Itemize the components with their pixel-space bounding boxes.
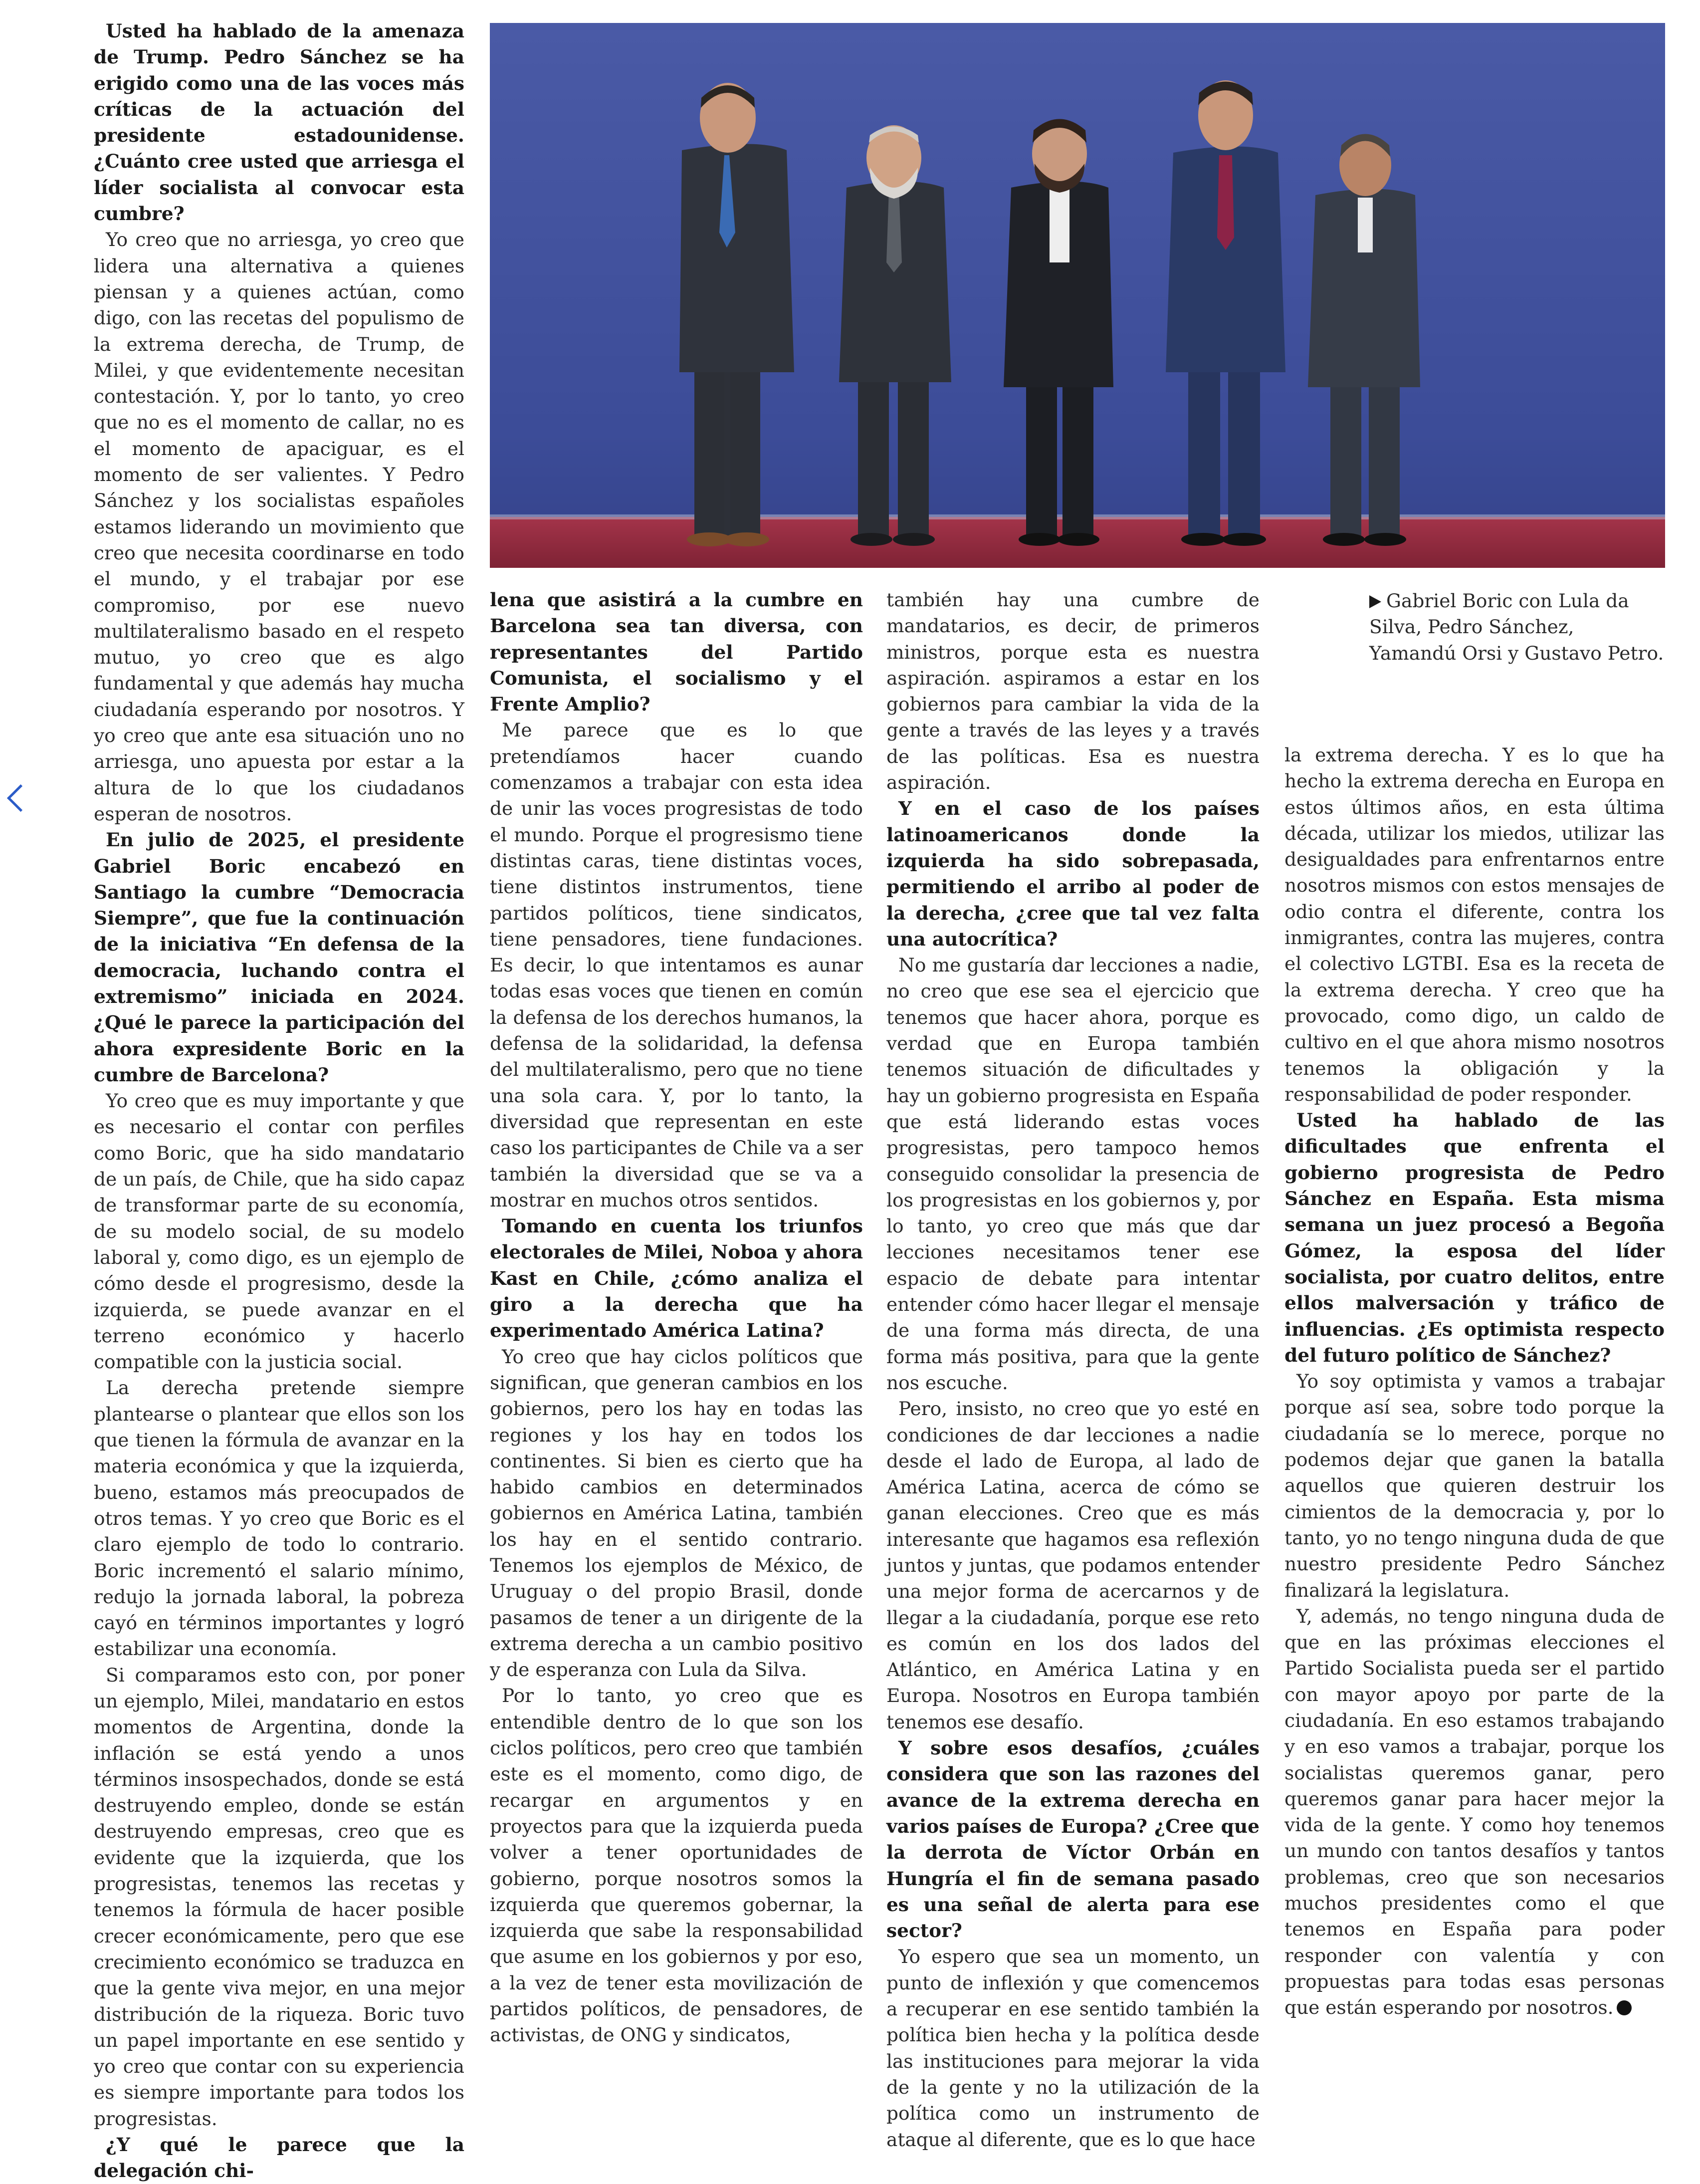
photo-illustration: [490, 23, 1665, 568]
article-column-3: [886, 587, 1260, 2151]
answer: No me gustaría dar lecciones a nadie, no creo que ese sea el ejercicio que tenemos que hacer ahora, porque es verdad que en Europa también tenemos situación de dificultades y hay un gobierno progresista en España que está liderando estas voces progresistas, pero tampoco hemos conseguido consolidar la presencia de los progresistas en los gobiernos y, por lo tanto, yo creo que más que dar lecciones necesitamos tener ese espacio de debate para intentar entender cómo hacer llegar el mensaje de una forma más directa, de una forma más positiva, para que la gente nos escuche.: [886, 954, 1260, 1394]
caption-text: Gabriel Boric con Lula da Silva, Pedro Sánchez, Yamandú Orsi y Gustavo Petro.: [1369, 590, 1664, 664]
caption-triangle-icon: [1369, 595, 1381, 608]
end-mark-icon: [1617, 2000, 1632, 2015]
answer-continued: la extrema derecha. Y es lo que ha hecho la extrema derecha en Europa en estos últimos años, en esta última década, utilizar los miedos, utilizar las desigualdades para enfrentarnos entre nosotros mismos con estos mensajes de odio contra el diferente, contra los inmigrantes, contra las mujeres, contra el colectivo LGTBI. Esa es la receta de la extrema derecha. Y creo que ha provocado, como digo, un caldo de cultivo en el que ahora mismo nosotros tenemos la obligación y la responsabilidad de poder responder.: [1284, 744, 1665, 1105]
question: ¿Y qué le parece que la delegación chi-: [94, 2134, 464, 2182]
answer: Pero, insisto, no creo que yo esté en condiciones de dar lecciones a nadie desde el lado de Europa, al lado de América Latina, acerca de cómo se ganan elecciones. Creo que es más interesante que hagamos esa reflexión juntos y juntas, que podamos entender una mejor forma de acercarnos y de llegar a la ciudadanía, porque ese reto es común en los dos lados del Atlántico, en América Latina y en Europa. Nosotros en Europa también tenemos ese desafío.: [886, 1398, 1260, 1733]
question: Usted ha hablado de las dificultades que enfrenta el gobierno progresista de Pedro Sánchez en España. Esta misma semana un juez procesó a Begoña Gómez, la esposa del líder socialista, por cuatro delitos, entre ellos malversación y tráfico de influencias. ¿Es optimista respecto del futuro político de Sánchez?: [1284, 1109, 1665, 1366]
back-arrow-icon[interactable]: [7, 784, 34, 812]
answer: Yo creo que es muy importante y que es necesario el contar con perfiles como Boric, que ha sido mandatario de un país, de Chile, que ha sido capaz de transformar parte de su economía, de su modelo social, de su modelo laboral y, como digo, es un ejemplo de cómo desde el progresismo, desde la izquierda, se puede avanzar en el terreno económico y hacerlo compatible con la justicia social.: [94, 1090, 464, 1373]
answer: Yo creo que hay ciclos políticos que significan, que generan cambios en los gobiernos, pero los hay en todas las regiones y los hay en todos los continentes. Si bien es cierto que ha habido cambios en determinados gobiernos en América Latina, también los hay en el sentido contrario. Tenemos los ejemplos de México, de Uruguay o del propio Brasil, donde pasamos de tener a un dirigente de la extrema derecha a un cambio positivo y de esperanza con Lula da Silva.: [490, 1345, 863, 1681]
photo: [490, 23, 1665, 568]
answer-final: [1284, 1603, 1665, 2021]
answer: Yo creo que no arriesga, yo creo que lidera una alternativa a quienes piensan y a quienes actúan, como digo, con las recetas del populismo de la extrema derecha, de Trump, de Milei, y que evidentemente necesitan contestación. Y, por lo tanto, yo creo que no es el momento de callar, no es el momento de apaciguar, es el momento de ser valientes. Y Pedro Sánchez y los socialistas españoles estamos liderando un movimiento que creo que necesita coordinarse en todo el mundo, y el trabajar por ese compromiso, por ese nuevo multilateralismo basado en el respeto mutuo, yo creo que es algo fundamental y que además hay mucha ciudadanía esperando por nosotros. Y yo creo que ante esa situación uno no arriesga, uno apuesta por estar a la altura de lo que los ciudadanos esperan de nosotros.: [94, 229, 464, 825]
article-column-2: [490, 587, 863, 2046]
answer-continued: también hay una cumbre de mandatarios, es decir, de primeros ministros, porque esta es nuestra aspiración. aspiramos a estar en los gobiernos para cambiar la vida de la gente a través de las leyes y a través de las políticas. Esa es nuestra aspiración.: [886, 589, 1260, 794]
question: Tomando en cuenta los triunfos electorales de Milei, Noboa y ahora Kast en Chile, ¿cómo analiza el giro a la derecha que ha experimentado América Latina?: [490, 1215, 863, 1342]
question: Y sobre esos desafíos, ¿cuáles considera que son las razones del avance de la extrema derecha en varios países de Europa? ¿Cree que la derrota de Víctor Orbán en Hungría el fin de semana pasado es una señal de alerta para ese sector?: [886, 1737, 1260, 1942]
answer-final-text: Y, además, no tengo ninguna duda de que en las próximas elecciones el Partido Socialista pueda ser el partido con mayor apoyo por parte de la ciudadanía. En eso estamos trabajando y en eso vamos a trabajar, porque los socialistas queremos ganar, pero queremos ganar para hacer mejor la vida de la gente. Y como hoy tenemos un mundo con tantos desafíos y tantos problemas, creo que son necesarios muchos presidentes como el que tenemos en España para poder responder con valentía y con propuestas para todas esas personas que están esperando por nosotros.: [1284, 1605, 1665, 2019]
article-column-4: [1284, 742, 1665, 2019]
question-continued: lena que asistirá a la cumbre en Barcelona sea tan diversa, con representantes del Partido Comunista, el socialismo y el Frente Amplio?: [490, 589, 863, 716]
answer: Por lo tanto, yo creo que es entendible dentro de lo que son los ciclos políticos, pero creo que también este es el momento, como digo, de recargar en argumentos y en proyectos para que la izquierda pueda volver a tener oportunidades de gobierno, porque nosotros somos la izquierda que queremos gobernar, la izquierda que sabe la responsabilidad que asume en los gobiernos y por eso, a la vez de tener esta movilización de partidos políticos, de pensadores, de activistas, de ONG y sindicatos,: [490, 1685, 863, 2046]
question: Usted ha hablado de la amenaza de Trump. Pedro Sánchez se ha erigido como una de las voces más críticas de la actuación del presidente estadounidense. ¿Cuánto cree usted que arriesga el líder socialista al convocar esta cumbre?: [94, 20, 464, 225]
answer: Yo soy optimista y vamos a trabajar porque así sea, sobre todo porque la ciudadanía se lo merece, porque no podemos dejar que ganen la batalla aquellos que quieren destruir los cimientos de la democracia y, por lo tanto, yo no tengo ninguna duda de que nuestro presidente Pedro Sánchez finalizará la legislatura.: [1284, 1370, 1665, 1601]
question: En julio de 2025, el presidente Gabriel Boric encabezó en Santiago la cumbre “Democracia Siempre”, que fue la continuación de la iniciativa “En defensa de la democracia, luchando contra el extremismo” iniciada en 2024. ¿Qué le parece la participación del ahora expresidente Boric en la cumbre de Barcelona?: [94, 829, 464, 1086]
photo-caption: [1369, 588, 1665, 666]
answer: Yo espero que sea un momento, un punto de inflexión y que comencemos a recuperar en ese sentido también la política bien hecha y la política desde las instituciones para mejorar la vida de la gente y no la utilización de la política como un instrumento de ataque al diferente, que es lo que hace: [886, 1945, 1260, 2151]
article-column-1: [94, 18, 464, 2182]
question: Y en el caso de los países latinoamericanos donde la izquierda ha sido sobrepasada, permitiendo el arribo al poder de la derecha, ¿cree que tal vez falta una autocrítica?: [886, 797, 1260, 950]
answer: La derecha pretende siempre plantearse o plantear que ellos son los que tienen la fórmula de avanzar en la materia económica y que la izquierda, bueno, estamos más preocupados de otros temas. Y yo creo que Boric es el claro ejemplo de todo lo contrario. Boric incrementó el salario mínimo, redujo la jornada laboral, la pobreza cayó en términos importantes y logró estabilizar una economía.: [94, 1377, 464, 1660]
answer: Si comparamos esto con, por poner un ejemplo, Milei, mandatario en estos momentos de Argentina, donde la inflación se está yendo a unos términos insospechados, donde se está destruyendo empleo, donde se están destruyendo empresas, creo que es evidente que la izquierda, que los progresistas, tenemos las recetas y tenemos la fórmula de hacer posible crecer económicamente, pero que ese crecimiento económico se traduzca en que la gente viva mejor, en una mejor distribución de la riqueza. Boric tuvo un papel importante en ese sentido y yo creo que contar con su experiencia es siempre importante para todos los progresistas.: [94, 1664, 464, 2130]
answer: Me parece que es lo que pretendíamos hacer cuando comenzamos a trabajar con esta idea de unir las voces progresistas de todo el mundo. Porque el progresismo tiene distintas caras, tiene distintas voces, tiene distintos instrumentos, tiene partidos políticos, tiene sindicatos, tiene pensadores, tiene fundaciones. Es decir, lo que intentamos es aunar todas esas voces que tienen en común la defensa de los derechos humanos, la defensa de la solidaridad, la defensa del multilateralismo, pero que no tiene una sola cara. Y, por lo tanto, la diversidad que representan en este caso los participantes de Chile va a ser también la diversidad que se va a mostrar en muchos otros sentidos.: [490, 719, 863, 1211]
